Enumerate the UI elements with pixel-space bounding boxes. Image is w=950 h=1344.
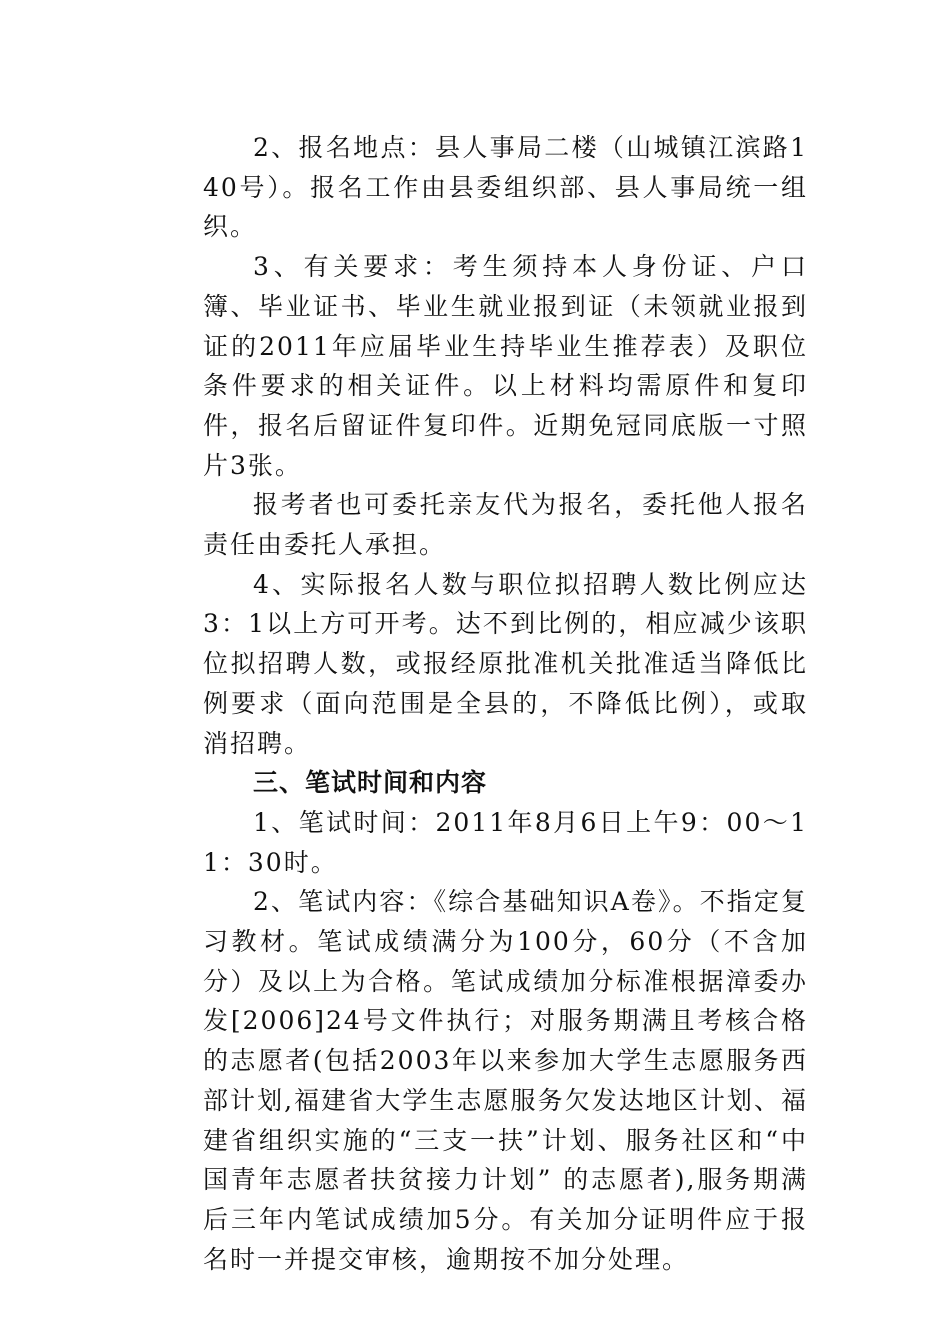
paragraph-requirements: 3、有关要求：考生须持本人身份证、户口簿、毕业证书、毕业生就业报到证（未领就业报到证的2011年应届毕业生持毕业生推荐表）及职位条件要求的相关证件。以上材料均需原件和复印件，报名后留证件复印件。近期免冠同底版一寸照片3张。 (203, 252, 808, 480)
document-body (203, 128, 808, 1279)
paragraph-registration-location: 2、报名地点：县人事局二楼（山城镇江滨路140号）。报名工作由县委组织部、县人事局统一组织。 (203, 133, 808, 242)
paragraph-proxy-registration: 报考者也可委托亲友代为报名，委托他人报名责任由委托人承担。 (203, 490, 808, 560)
paragraph-ratio-requirement: 4、实际报名人数与职位拟招聘人数比例应达3：1以上方可开考。达不到比例的，相应减少该职位拟招聘人数，或报经原批准机关批准适当降低比例要求（面向范围是全县的，不降低比例），或取消招聘。 (203, 569, 808, 758)
section-heading-written-exam: 三、笔试时间和内容 (253, 768, 488, 798)
paragraph-exam-time: 1、笔试时间：2011年8月6日上午9：00～11：30时。 (203, 807, 808, 877)
paragraph-exam-content: 2、笔试内容：《综合基础知识A卷》。不指定复习教材。笔试成绩满分为100分，60分（不含加分）及以上为合格。笔试成绩加分标准根据漳委办发[2006]24号文件执行；对服务期满且考核合格的志愿者(包括2003年以来参加大学生志愿服务西部计划,福建省大学生志愿服务欠发达地区计划、福建省组织实施的“三支一扶”计划、服务社区和“中国青年志愿者扶贫接力计划” 的志愿者),服务期满后三年内笔试成绩加5分。有关加分证明件应于报名时一并提交审核，逾期按不加分处理。 (203, 887, 808, 1274)
